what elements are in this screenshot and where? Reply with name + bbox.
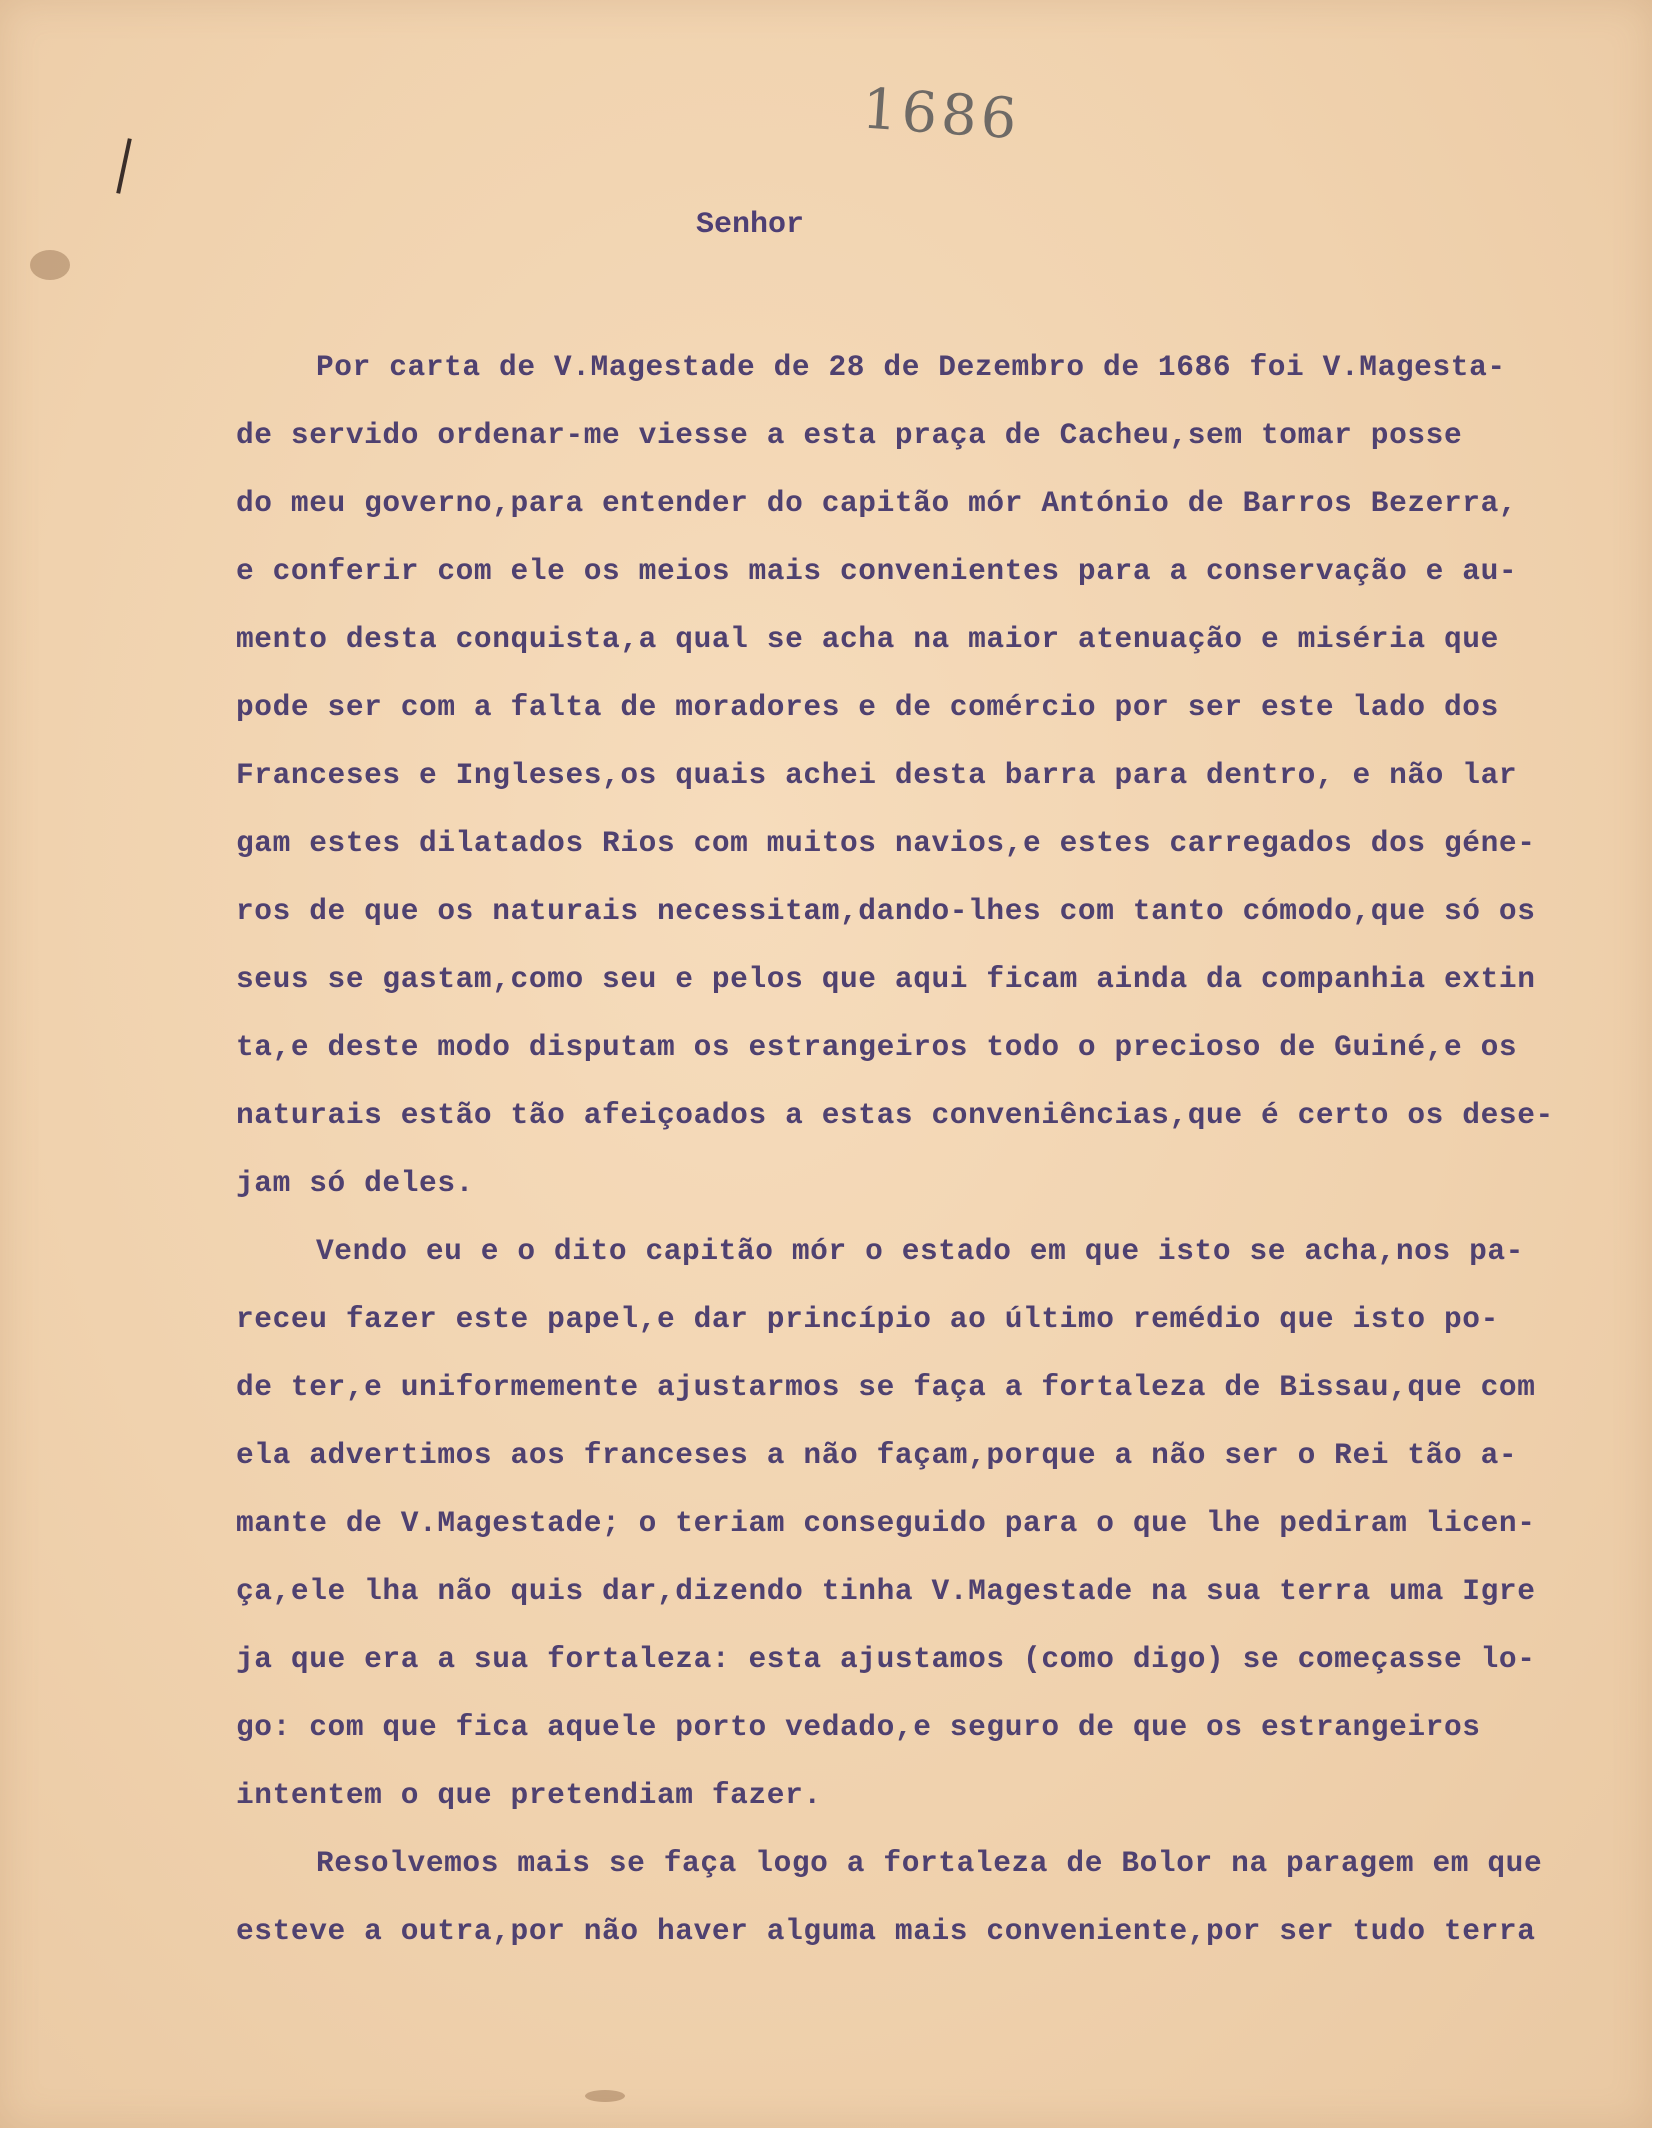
text-line: mento desta conquista,a qual se acha na maior atenuação e miséria que <box>236 622 1499 656</box>
text-line: esteve a outra,por não haver alguma mais conveniente,por ser tudo terra <box>236 1914 1536 1948</box>
text-line: jam só deles. <box>236 1166 474 1200</box>
text-line: seus se gastam,como seu e pelos que aqui ficam ainda da companhia extin <box>236 962 1536 996</box>
margin-ink-mark <box>116 138 132 194</box>
text-line: Por carta de V.Magestade de 28 de Dezembro de 1686 foi V.Magesta- <box>316 350 1506 384</box>
text-line: gam estes dilatados Rios com muitos navios,e estes carregados dos géne- <box>236 826 1536 860</box>
text-line: receu fazer este papel,e dar princípio ao último remédio que isto po- <box>236 1302 1499 1336</box>
text-line: Franceses e Ingleses,os quais achei desta barra para dentro, e não lar <box>236 758 1518 792</box>
text-line: naturais estão tão afeiçoados a estas conveniências,que é certo os dese- <box>236 1098 1554 1132</box>
text-line: do meu governo,para entender do capitão mór António de Barros Bezerra, <box>236 486 1518 520</box>
text-line: ja que era a sua fortaleza: esta ajustamos (como digo) se começasse lo- <box>236 1642 1536 1676</box>
text-line: intentem o que pretendiam fazer. <box>236 1778 822 1812</box>
paper-stain <box>585 2090 625 2102</box>
salutation: Senhor <box>696 208 805 242</box>
text-line: e conferir com ele os meios mais convenientes para a conservação e au- <box>236 554 1518 588</box>
text-line: ta,e deste modo disputam os estrangeiros todo o precioso de Guiné,e os <box>236 1030 1518 1064</box>
text-line: de servido ordenar-me viesse a esta praça de Cacheu,sem tomar posse <box>236 418 1463 452</box>
text-line: ela advertimos aos franceses a não façam,porque a não ser o Rei tão a- <box>236 1438 1518 1472</box>
text-line: ros de que os naturais necessitam,dando-lhes com tanto cómodo,que só os <box>236 894 1536 928</box>
text-line: Resolvemos mais se faça logo a fortaleza de Bolor na paragem em que <box>316 1846 1543 1880</box>
text-line: mante de V.Magestade; o teriam conseguido para o que lhe pediram licen- <box>236 1506 1536 1540</box>
paper-stain <box>30 250 70 280</box>
text-line: de ter,e uniformemente ajustarmos se faça a fortaleza de Bissau,que com <box>236 1370 1536 1404</box>
text-line: go: com que fica aquele porto vedado,e seguro de que os estrangeiros <box>236 1710 1481 1744</box>
text-line: ça,ele lha não quis dar,dizendo tinha V.Magestade na sua terra uma Igre <box>236 1574 1536 1608</box>
text-line: pode ser com a falta de moradores e de comércio por ser este lado dos <box>236 690 1499 724</box>
pencil-number: 1686 <box>859 76 1023 153</box>
text-line: Vendo eu e o dito capitão mór o estado em que isto se acha,nos pa- <box>316 1234 1524 1268</box>
